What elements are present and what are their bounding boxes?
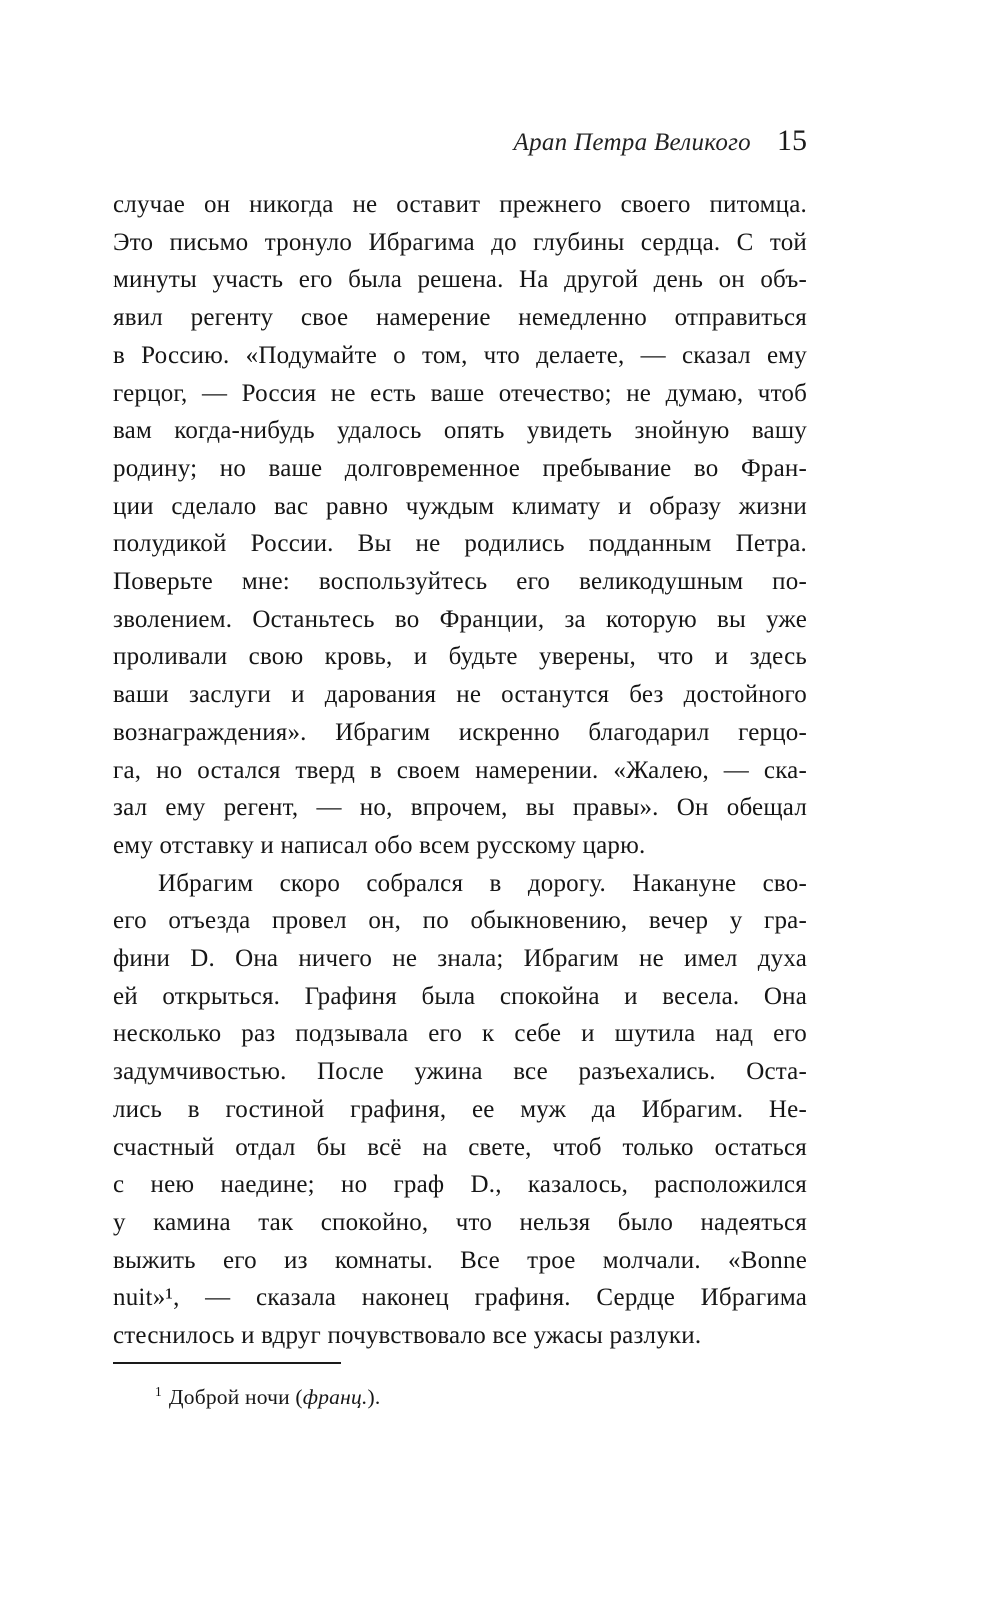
body-text <box>113 186 807 1355</box>
text-line: зал ему регент, — но, впрочем, вы правы». Он обещал <box>113 794 807 822</box>
text-line: Это письмо тронуло Ибрагима до глубины сердца. С той <box>113 228 807 256</box>
text-line: ей открыться. Графиня была спокойна и весела. Она <box>113 982 807 1010</box>
text-line: лись в гостиной графиня, ее муж да Ибрагим. Не- <box>113 1095 807 1123</box>
text-line: герцог, — Россия не есть ваше отечество; не думаю, чтоб <box>113 379 807 407</box>
running-title: Арап Петра Великого <box>513 129 751 156</box>
text-line: га, но остался тверд в своем намерении. «Жалею, — ска- <box>113 756 807 784</box>
text-line: проливали свою кровь, и будьте уверены, что и здесь <box>113 643 807 671</box>
footnote-language-label: франц. <box>302 1385 368 1410</box>
text-line: явил регенту свое намерение немедленно отправиться <box>113 304 807 332</box>
text-line: зволением. Останьтесь во Франции, за которую вы уже <box>113 605 807 633</box>
text-line: фини D. Она ничего не знала; Ибрагим не имел духа <box>113 945 807 973</box>
text-line: его отъезда провел он, по обыкновению, вечер у гра- <box>113 907 807 935</box>
page-number: 15 <box>777 124 807 157</box>
footnote-text-end: ). <box>367 1385 381 1410</box>
text-line: полудикой России. Вы не родились подданным Петра. <box>113 530 807 558</box>
footnote-separator <box>113 1362 341 1364</box>
footnote-marker: 1 <box>155 1384 162 1399</box>
text-line: nuit»¹, — сказала наконец графиня. Сердце Ибрагима <box>113 1284 807 1312</box>
footnote <box>113 1377 807 1412</box>
text-line: у камина так спокойно, что нельзя было надеяться <box>113 1208 807 1236</box>
running-header <box>113 124 807 158</box>
text-line: ции сделало вас равно чуждым климату и образу жизни <box>113 492 807 520</box>
text-line: стеснилось и вдруг почувствовало все ужасы разлуки. <box>113 1322 702 1350</box>
text-line: минуты участь его была решена. На другой день он объ- <box>113 266 807 294</box>
text-line: Ибрагим скоро собрался в дорогу. Накануне сво- <box>158 869 807 897</box>
footnote-text: Доброй ночи ( <box>168 1385 303 1410</box>
text-line: ему отставку и написал обо всем русскому царю. <box>113 831 646 859</box>
text-line: несколько раз подзывала его к себе и шутила над его <box>113 1020 807 1048</box>
text-line: выжить его из комнаты. Все трое молчали. «Bonne <box>113 1246 807 1274</box>
text-line: в Россию. «Подумайте о том, что делаете, — сказал ему <box>113 341 807 369</box>
text-line: счастный отдал бы всё на свете, чтоб только остаться <box>113 1133 807 1161</box>
text-line: ваши заслуги и дарования не останутся без достойного <box>113 681 807 709</box>
text-line: случае он никогда не оставит прежнего своего питомца. <box>113 191 807 218</box>
text-line: родину; но ваше долговременное пребывание во Фран- <box>113 454 807 482</box>
text-line: вознаграждения». Ибрагим искренно благодарил герцо- <box>113 718 807 746</box>
text-line: вам когда-нибудь удалось опять увидеть знойную вашу <box>113 417 807 445</box>
text-line: с нею наедине; но граф D., казалось, расположился <box>113 1171 807 1199</box>
text-line: задумчивостью. После ужина все разъехались. Оста- <box>113 1058 807 1086</box>
text-line: Поверьте мне: воспользуйтесь его великодушным по- <box>113 568 807 596</box>
